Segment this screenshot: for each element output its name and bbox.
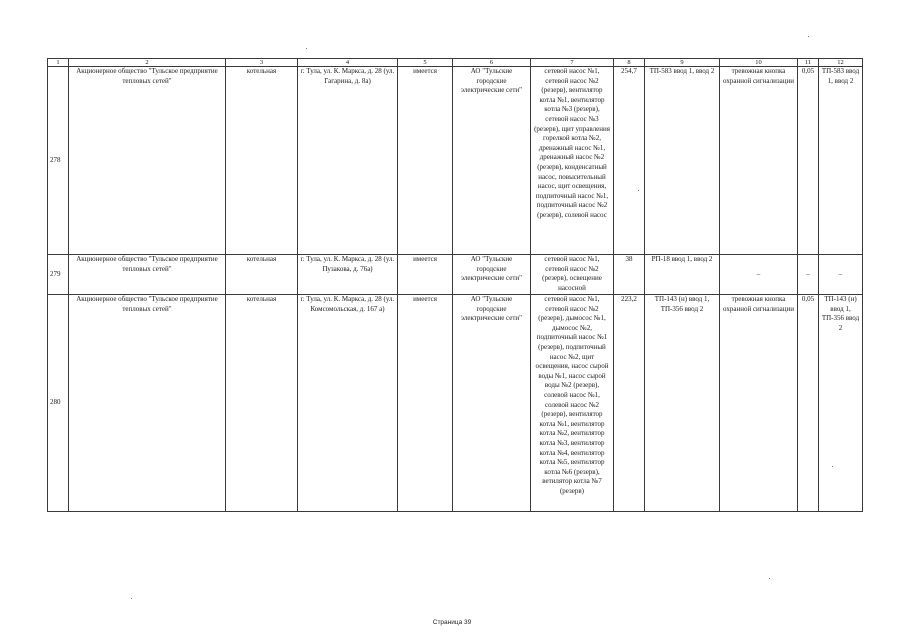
- scan-speck: [832, 466, 833, 467]
- availability-cell: имеется: [398, 67, 453, 255]
- availability-cell: имеется: [398, 295, 453, 512]
- row-number: 279: [48, 255, 69, 295]
- address-cell: г. Тула, ул. К. Маркса, д. 28 (ул. Гагарина, д. 8а): [298, 67, 398, 255]
- table-header-row: [48, 59, 863, 67]
- address-cell: г. Тула, ул. К. Маркса, д. 28 (ул. Комсомольская, д. 167 а): [298, 295, 398, 512]
- owner-cell: Акционерное общество "Тульское предприятие тепловых сетей": [69, 295, 226, 512]
- column-header: 5: [398, 59, 453, 67]
- equipment-cell: сетевой насос №1, сетевой насос №2 (резерв), вентилятор котла №1, вентилятор котла №3 (резерв), сетевой насос №3 (резерв), щит управления горелкой котла №2, дренажный насос №1, дренажный насос №2 (резерв), конденсатный насос, повысительный насос, щит освещения, подпиточный насос №1, подпиточный насос №2 (резерв), солевой насос: [531, 67, 614, 255]
- column-header: 2: [69, 59, 226, 67]
- column-header: 6: [453, 59, 531, 67]
- table-row: [48, 67, 863, 255]
- value-cell: –: [798, 255, 819, 295]
- column-header: 12: [819, 59, 863, 67]
- facility-type-cell: котельная: [226, 67, 298, 255]
- address-cell: г. Тула, ул. К. Маркса, д. 28 (ул. Пузакова, д. 76а): [298, 255, 398, 295]
- alarm-cell: –: [720, 255, 798, 295]
- source-cell: ТП-143 (н) ввод 1, ТП-356 ввод 2: [819, 295, 863, 512]
- owner-cell: Акционерное общество "Тульское предприятие тепловых сетей": [69, 67, 226, 255]
- facility-type-cell: котельная: [226, 295, 298, 512]
- power-cell: 254,7: [614, 67, 645, 255]
- grid-org-cell: АО "Тульские городские электрические сети": [453, 255, 531, 295]
- scan-speck: [808, 36, 809, 37]
- owner-cell: Акционерное общество "Тульское предприятие тепловых сетей": [69, 255, 226, 295]
- scan-speck: [769, 578, 770, 579]
- row-number: 280: [48, 295, 69, 512]
- equipment-cell: сетевой насос №1, сетевой насос №2 (резерв), освещение насосной: [531, 255, 614, 295]
- column-header: 8: [614, 59, 645, 67]
- value-cell: 0,05: [798, 67, 819, 255]
- table-row: [48, 295, 863, 512]
- column-header: 7: [531, 59, 614, 67]
- data-table: [47, 58, 863, 512]
- table-row: [48, 255, 863, 295]
- equipment-cell: сетевой насос №1, сетевой насос №2 (резерв), дымосос №1, дымосос №2, подпиточный насос №1 (резерв), подпиточный насос №2, щит освещения, насос сырой воды №1, насос сырой воды №2 (резерв), солевой насос №1, солевой насос №2 (резерв), вентилятор котла №1, вентилятор котла №2, вентилятор котла №3, вентилятор котла №4, вентилятор котла №5, вентилятор котла №6 (резерв), ветилятор котла №7 (резерв): [531, 295, 614, 512]
- facility-type-cell: котельная: [226, 255, 298, 295]
- column-header: 3: [226, 59, 298, 67]
- alarm-cell: тревожная кнопка охранной сигнализации: [720, 67, 798, 255]
- power-cell: 38: [614, 255, 645, 295]
- scan-speck: [306, 48, 307, 49]
- grid-org-cell: АО "Тульские городские электрические сети": [453, 295, 531, 512]
- column-header: 4: [298, 59, 398, 67]
- page-number: Страница 39: [432, 619, 472, 626]
- source-cell: –: [819, 255, 863, 295]
- alarm-cell: тревожная кнопка охранной сигнализации: [720, 295, 798, 512]
- availability-cell: имеется: [398, 255, 453, 295]
- feed-cell: ТП-583 ввод 1, ввод 2: [645, 67, 720, 255]
- source-cell: ТП-583 ввод 1, ввод 2: [819, 67, 863, 255]
- power-cell: 223,2: [614, 295, 645, 512]
- column-header: 9: [645, 59, 720, 67]
- column-header: 10: [720, 59, 798, 67]
- scan-speck: [638, 190, 639, 191]
- feed-cell: ТП-143 (н) ввод 1, ТП-356 ввод 2: [645, 295, 720, 512]
- row-number: 278: [48, 67, 69, 255]
- scan-speck: [131, 598, 132, 599]
- column-header: 1: [48, 59, 69, 67]
- feed-cell: РП-18 ввод 1, ввод 2: [645, 255, 720, 295]
- grid-org-cell: АО "Тульские городские электрические сети": [453, 67, 531, 255]
- value-cell: 0,05: [798, 295, 819, 512]
- column-header: 11: [798, 59, 819, 67]
